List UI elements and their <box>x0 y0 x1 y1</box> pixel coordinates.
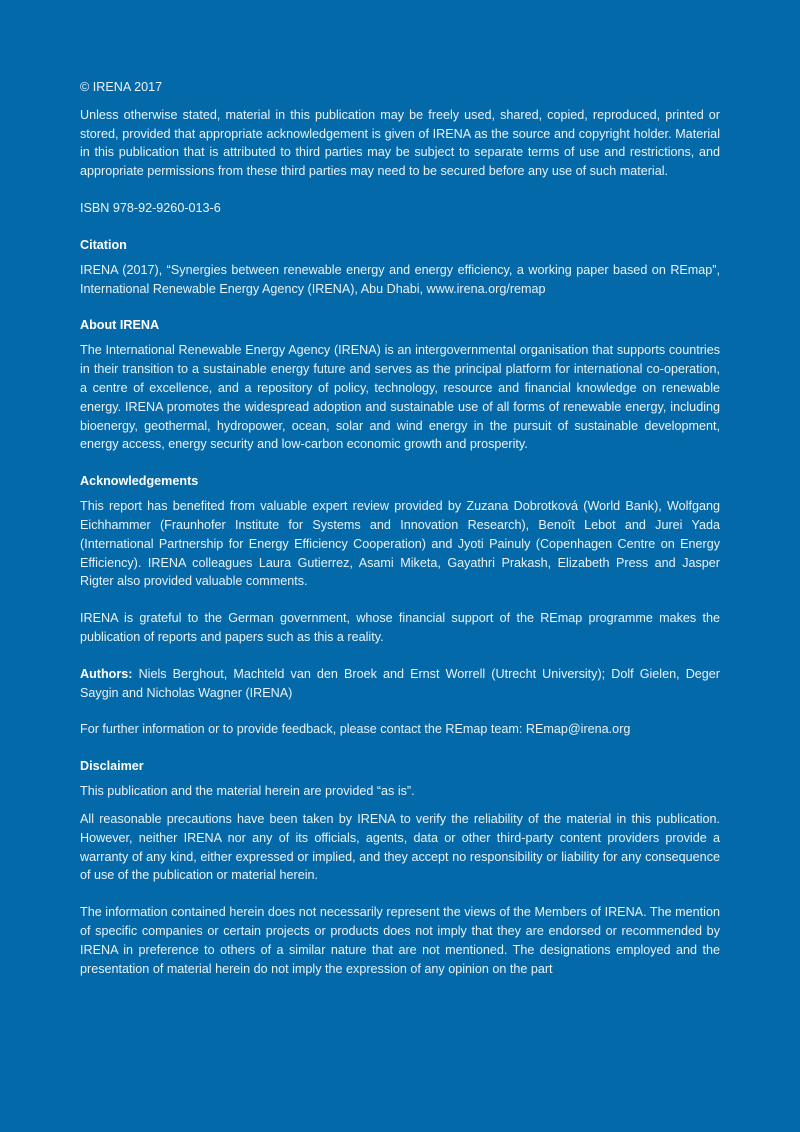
about-heading: About IRENA <box>80 318 160 333</box>
funding-text: IRENA is grateful to the German government, whose financial support of the REmap programme makes the publication of reports and papers such as this a reality. <box>80 611 720 644</box>
citation-heading: Citation <box>80 237 127 252</box>
citation-text: IRENA (2017), “Synergies between renewable energy and energy efficiency, a working paper based on REmap”, International Renewable Energy Agency (IRENA), Abu Dhabi, www.irena.org/remap <box>80 262 720 296</box>
disclaimer-text-2: All reasonable precautions have been taken by IRENA to verify the reliability of the material in this publication. However, neither IRENA nor any of its officials, agents, data or other third-party content providers provide a warranty of any kind, either expressed or implied, and they accept no responsibility or liability for any consequence of use of the publication or material herein. <box>80 811 720 883</box>
copyright-line: © IRENA 2017 <box>80 80 163 94</box>
authors-paragraph <box>80 665 720 703</box>
disclaimer-heading: Disclaimer <box>80 759 144 774</box>
about-text: The International Renewable Energy Agency (IRENA) is an intergovernmental organisation that supports countries in their transition to a sustainable energy future and serves as the principal platform for international co-operation, a centre of excellence, and a repository of policy, technology, resource and financial knowledge on renewable energy. IRENA promotes the widespread adoption and sustainable use of all forms of renewable energy, including bioenergy, geothermal, hydropower, ocean, solar and wind energy in the pursuit of sustainable development, energy access, energy security and low-carbon economic growth and prosperity. <box>80 343 720 452</box>
authors-text: Niels Berghout, Machteld van den Broek and Ernst Worrell (Utrecht University); Dolf Gielen, Deger Saygin and Nicholas Wagner (IRENA) <box>80 666 721 700</box>
acknowledgements-heading: Acknowledgements <box>80 474 199 489</box>
contact-text: For further information or to provide feedback, please contact the REmap team: REmap@irena.org <box>80 722 631 737</box>
intro-paragraph: Unless otherwise stated, material in this publication may be freely used, shared, copied, reproduced, printed or stored, provided that appropriate acknowledgement is given of IRENA as the source and copyright holder. Material in this publication that is attributed to third parties may be subject to separate terms of use and restrictions, and appropriate permissions from these third parties may need to be secured before any use of such material. <box>80 107 720 179</box>
disclaimer-text-3: The information contained herein does not necessarily represent the views of the Members of IRENA. The mention of specific companies or certain projects or products does not imply that they are endorsed or recommended by IRENA in preference to others of a similar nature that are not mentioned. The designations employed and the presentation of material herein do not imply the expression of any opinion on the part <box>80 905 720 976</box>
authors-label: Authors: <box>80 666 133 681</box>
isbn-line: ISBN 978-92-9260-013-6 <box>80 200 221 215</box>
acknowledgements-text: This report has benefited from valuable expert review provided by Zuzana Dobrotková (World Bank), Wolfgang Eichhammer (Fraunhofer Institute for Systems and Innovation Research), Benoît Lebot and Jurei Yada (International Partnership for Energy Efficiency Cooperation) and Jyoti Painuly (Copenhagen Centre on Energy Efficiency). IRENA colleagues Laura Gutierrez, Asami Miketa, Gayathri Prakash, Elizabeth Press and Jasper Rigter also provided valuable comments. <box>80 499 720 589</box>
disclaimer-text-1: This publication and the material herein are provided “as is”. <box>80 784 415 799</box>
